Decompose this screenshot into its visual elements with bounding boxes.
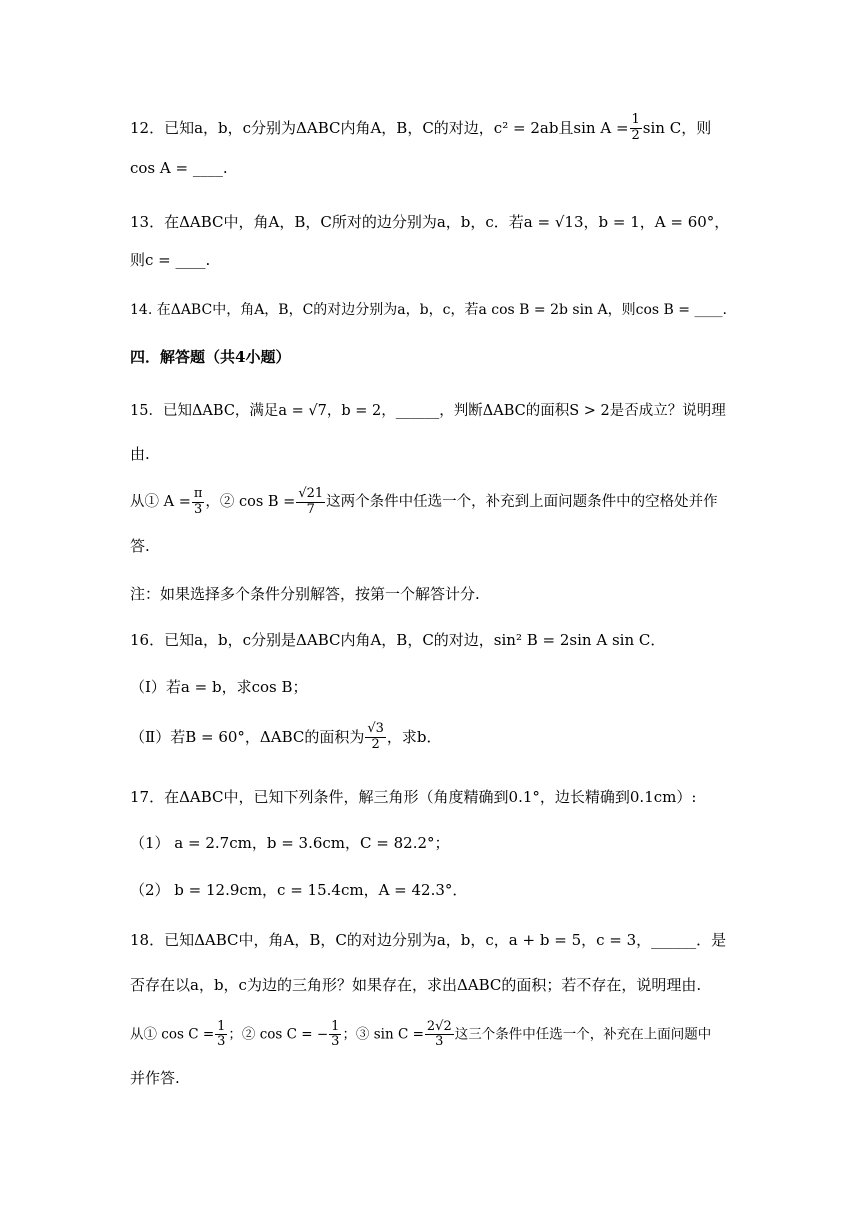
problem-12-text-tail: sin C，则 <box>642 119 712 137</box>
problem-15-line-2: 由. <box>130 445 150 463</box>
problem-18-line-2: 否存在以a，b，c为边的三角形？如果存在，求出ΔABC的面积；若不存在，说明理由. <box>130 976 702 994</box>
fraction <box>425 1020 454 1050</box>
fraction-numerator: √21 <box>298 486 324 502</box>
section-heading: 四．解答题（共4小题） <box>130 348 291 366</box>
fraction-denominator: 3 <box>217 1034 226 1049</box>
option-2-text: ，② cos B = <box>205 494 296 510</box>
fraction-numerator: 2√2 <box>426 1018 452 1034</box>
fraction <box>296 487 325 517</box>
problem-17-line-1: 17．在ΔABC中，已知下列条件，解三角形（角度精确到0.1°，边长精确到0.1cm）: <box>130 788 697 806</box>
problem-13-line-1: 13．在ΔABC中，角A，B，C所对的边分别为a，b，c．若a = √13，b = 1，A = 60°， <box>130 213 730 231</box>
option-2-text: ；② cos C = − <box>228 1026 329 1043</box>
fraction-denominator: 3 <box>435 1034 444 1049</box>
fraction-denominator: 7 <box>306 501 315 517</box>
fraction <box>365 722 386 752</box>
fraction-denominator: 3 <box>331 1034 340 1049</box>
problem-18-line-4: 并作答. <box>130 1069 180 1087</box>
problem-16-part-2 <box>130 719 730 753</box>
problem-12-line-1 <box>130 110 730 144</box>
problem-18-line-1: 18．已知ΔABC中，角A，B，C的对边分别为a，b，c，a + b = 5，c = 3，______．是 <box>130 931 727 949</box>
problem-12-line-2: cos A = ____. <box>130 159 228 177</box>
fraction <box>329 1020 341 1050</box>
fraction-denominator: 3 <box>193 501 203 517</box>
option-3-text: ；③ sin C = <box>342 1026 424 1043</box>
instruction-text: 这三个条件中任选一个，补充在上面问题中 <box>454 1026 712 1043</box>
fraction <box>215 1020 227 1050</box>
problem-16-part-1: （Ⅰ）若a = b，求cos B； <box>130 678 308 696</box>
problem-15-line-4: 答. <box>130 537 150 555</box>
fraction <box>630 113 642 143</box>
fraction-denominator: 2 <box>631 127 640 143</box>
problem-18-line-3 <box>130 1017 730 1051</box>
option-1-text: 从① cos C = <box>130 1026 215 1043</box>
fraction-numerator: 1 <box>217 1018 226 1034</box>
problem-12-text: 12．已知a，b，c分别为ΔABC内角A，B，C的对边，c² = 2ab且sin A = <box>130 119 629 137</box>
note-line: 注：如果选择多个条件分别解答，按第一个解答计分. <box>130 585 480 603</box>
problem-14-line-1: 14. 在ΔABC中，角A，B，C的对边分别为a，b，c，若a cos B = 2b sin A，则cos B = ____. <box>130 302 727 318</box>
part-2-text-tail: ，求b． <box>386 728 442 746</box>
problem-17-part-1: （1） a = 2.7cm，b = 3.6cm，C = 82.2°； <box>130 834 450 852</box>
fraction-numerator: π <box>193 486 203 502</box>
problem-17-part-2: （2） b = 12.9cm，c = 15.4cm，A = 42.3°． <box>130 881 468 899</box>
instruction-text: 这两个条件中任选一个，补充到上面问题条件中的空格处并作 <box>326 494 718 510</box>
problem-13-line-2: 则c = ____. <box>130 251 211 269</box>
problem-16-line-1: 16．已知a，b，c分别是ΔABC内角A，B，C的对边，sin² B = 2sin A sin C． <box>130 631 666 649</box>
fraction-numerator: √3 <box>367 721 384 737</box>
part-2-text: （Ⅱ）若B = 60°，ΔABC的面积为 <box>130 728 365 746</box>
fraction <box>192 487 205 517</box>
fraction-denominator: 2 <box>371 736 380 752</box>
problem-15-line-1: 15．已知ΔABC，满足a = √7，b = 2，______，判断ΔABC的面积S > 2是否成立？说明理 <box>130 403 726 419</box>
fraction-numerator: 1 <box>631 112 640 128</box>
option-1-text: 从① A = <box>130 494 191 510</box>
fraction-numerator: 1 <box>331 1018 340 1034</box>
problem-15-line-3 <box>130 485 730 519</box>
